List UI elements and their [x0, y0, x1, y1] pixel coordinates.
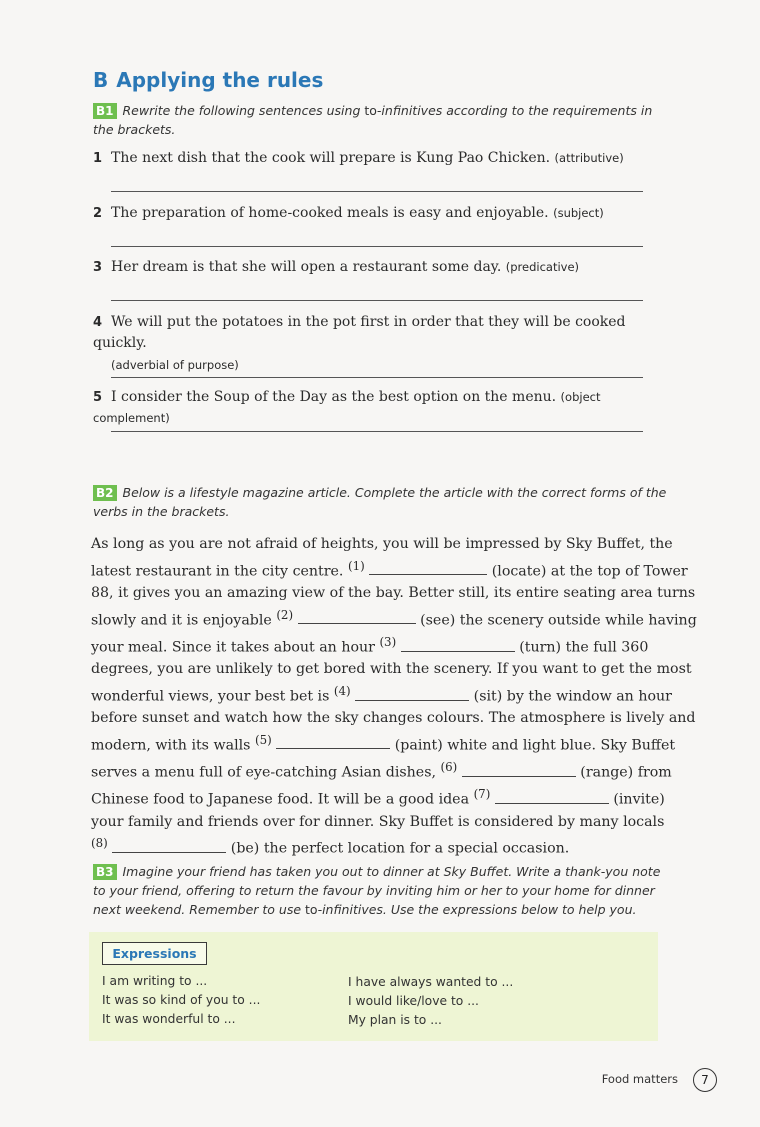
blank-8[interactable]: [112, 838, 226, 853]
item-text: We will put the potatoes in the pot first in order that they will be cooked quickly.: [93, 314, 626, 351]
answer-line-5[interactable]: [111, 431, 643, 432]
article-line: As long as you are not afraid of heights, you will be impressed by Sky Buffet, the: [91, 536, 673, 552]
article-line: degrees, you are unlikely to get bored with the scenery. If you want to get the most: [91, 661, 692, 678]
section-title: Applying the rules: [116, 68, 324, 92]
blank-5[interactable]: [276, 734, 390, 749]
item-text: The next dish that the cook will prepare is Kung Pao Chicken.: [111, 150, 551, 166]
article-line: modern, with its walls $^{(5)}$ (paint) white and light blue. Sky Buffet: [91, 732, 676, 754]
blank-number: (3): [379, 634, 397, 649]
page-number: 7: [693, 1068, 717, 1092]
exercise-item-3: 3 Her dream is that she will open a restaurant some day. (predicative): [93, 259, 580, 275]
article-line: your family and friends over for dinner. Sky Buffet is considered by many locals: [91, 813, 665, 830]
b1-tag: B1: [93, 103, 117, 119]
blank-4[interactable]: [355, 686, 469, 701]
footer-unit-label: Food matters: [601, 1072, 678, 1086]
article-line: wonderful views, your best bet is $^{(4)}$ (sit) by the window an hour: [91, 683, 672, 705]
section-heading: [93, 68, 323, 92]
blank-1[interactable]: [369, 560, 487, 575]
b3-tag: B3: [93, 864, 117, 880]
article-line: 88, it gives you an amazing view of the bay. Better still, its entire seating area turns: [91, 584, 696, 601]
exercise-item-4: 4 We will put the potatoes in the pot first in order that they will be cooked quickly. (adverbial of purpose): [93, 312, 668, 375]
b3-instruction: B3 Imagine your friend has taken you out to dinner at Sky Buffet. Write a thank-you note to your friend, offering to return the favour by inviting him or her to your home for dinner next weekend. Remember to use to-infinitives. Use the expressions below to help you.: [93, 864, 661, 917]
answer-line-2[interactable]: [111, 246, 643, 247]
exercise-item-2: 2 The preparation of home-cooked meals is easy and enjoyable. (subject): [93, 205, 604, 221]
expression-item: My plan is to ...: [348, 1013, 442, 1027]
item-hint: (object complement): [93, 390, 601, 425]
article-line: before sunset and watch how the sky changes colours. The atmosphere is lively and: [91, 710, 696, 727]
expression-item: It was so kind of you to ...: [102, 993, 261, 1007]
exercise-item-1: 1 The next dish that the cook will prepare is Kung Pao Chicken. (attributive): [93, 150, 624, 166]
blank-number: (5): [254, 732, 272, 747]
answer-line-3[interactable]: [111, 300, 643, 301]
article-line: Chinese food to Japanese food. It will be a good idea $^{(7)}$ (invite): [91, 787, 665, 809]
expression-item: I have always wanted to ...: [348, 975, 514, 989]
blank-number: (1): [347, 558, 365, 573]
article-line: serves a menu full of eye-catching Asian dishes, $^{(6)}$ (range) from: [91, 760, 672, 781]
item-text: The preparation of home-cooked meals is easy and enjoyable.: [111, 205, 549, 221]
item-text: I consider the Soup of the Day as the best option on the menu.: [111, 389, 557, 405]
blank-3[interactable]: [401, 637, 515, 652]
item-text: Her dream is that she will open a restaurant some day.: [111, 259, 502, 275]
answer-line-1[interactable]: [111, 191, 643, 192]
item-hint: (adverbial of purpose): [111, 358, 239, 372]
blank-number: (8): [91, 836, 108, 851]
blank-2[interactable]: [298, 609, 416, 624]
blank-7[interactable]: [495, 789, 609, 804]
b2-article: [91, 534, 697, 861]
b2-instruction: B2 Below is a lifestyle magazine article. Complete the article with the correct forms of the verbs in the brackets.: [93, 485, 667, 519]
blank-number: (4): [333, 683, 351, 698]
expression-item: I am writing to ...: [102, 974, 208, 988]
answer-line-4[interactable]: [111, 377, 643, 378]
blank-number: (2): [276, 607, 294, 622]
section-letter: B: [93, 68, 109, 92]
b1-instruction: B1 Rewrite the following sentences using to-infinitives according to the requirements in the brackets.: [93, 103, 653, 137]
exercise-item-5: 5 I consider the Soup of the Day as the best option on the menu. (object complement): [93, 389, 601, 425]
item-hint: (predicative): [505, 260, 580, 274]
article-line: your meal. Since it takes about an hour $^{(3)}$ (turn) the full 360: [91, 634, 649, 656]
expression-item: It was wonderful to ...: [102, 1012, 236, 1026]
item-hint: (subject): [553, 206, 604, 220]
article-line: latest restaurant in the city centre. $^{(1)}$ (locate) at the top of Tower: [91, 558, 688, 580]
expressions-box: [89, 932, 658, 1041]
expression-item: I would like/love to ...: [348, 994, 479, 1008]
item-hint: (attributive): [554, 151, 624, 165]
article-line: slowly and it is enjoyable $^{(2)}$ (see) the scenery outside while having: [91, 607, 697, 629]
blank-number: (6): [440, 760, 458, 775]
b2-tag: B2: [93, 485, 117, 501]
article-line: $^{(8)}$ (be) the perfect location for a special occasion.: [91, 836, 570, 857]
expressions-heading: Expressions: [102, 942, 207, 965]
blank-6[interactable]: [462, 762, 576, 777]
blank-number: (7): [473, 787, 491, 802]
